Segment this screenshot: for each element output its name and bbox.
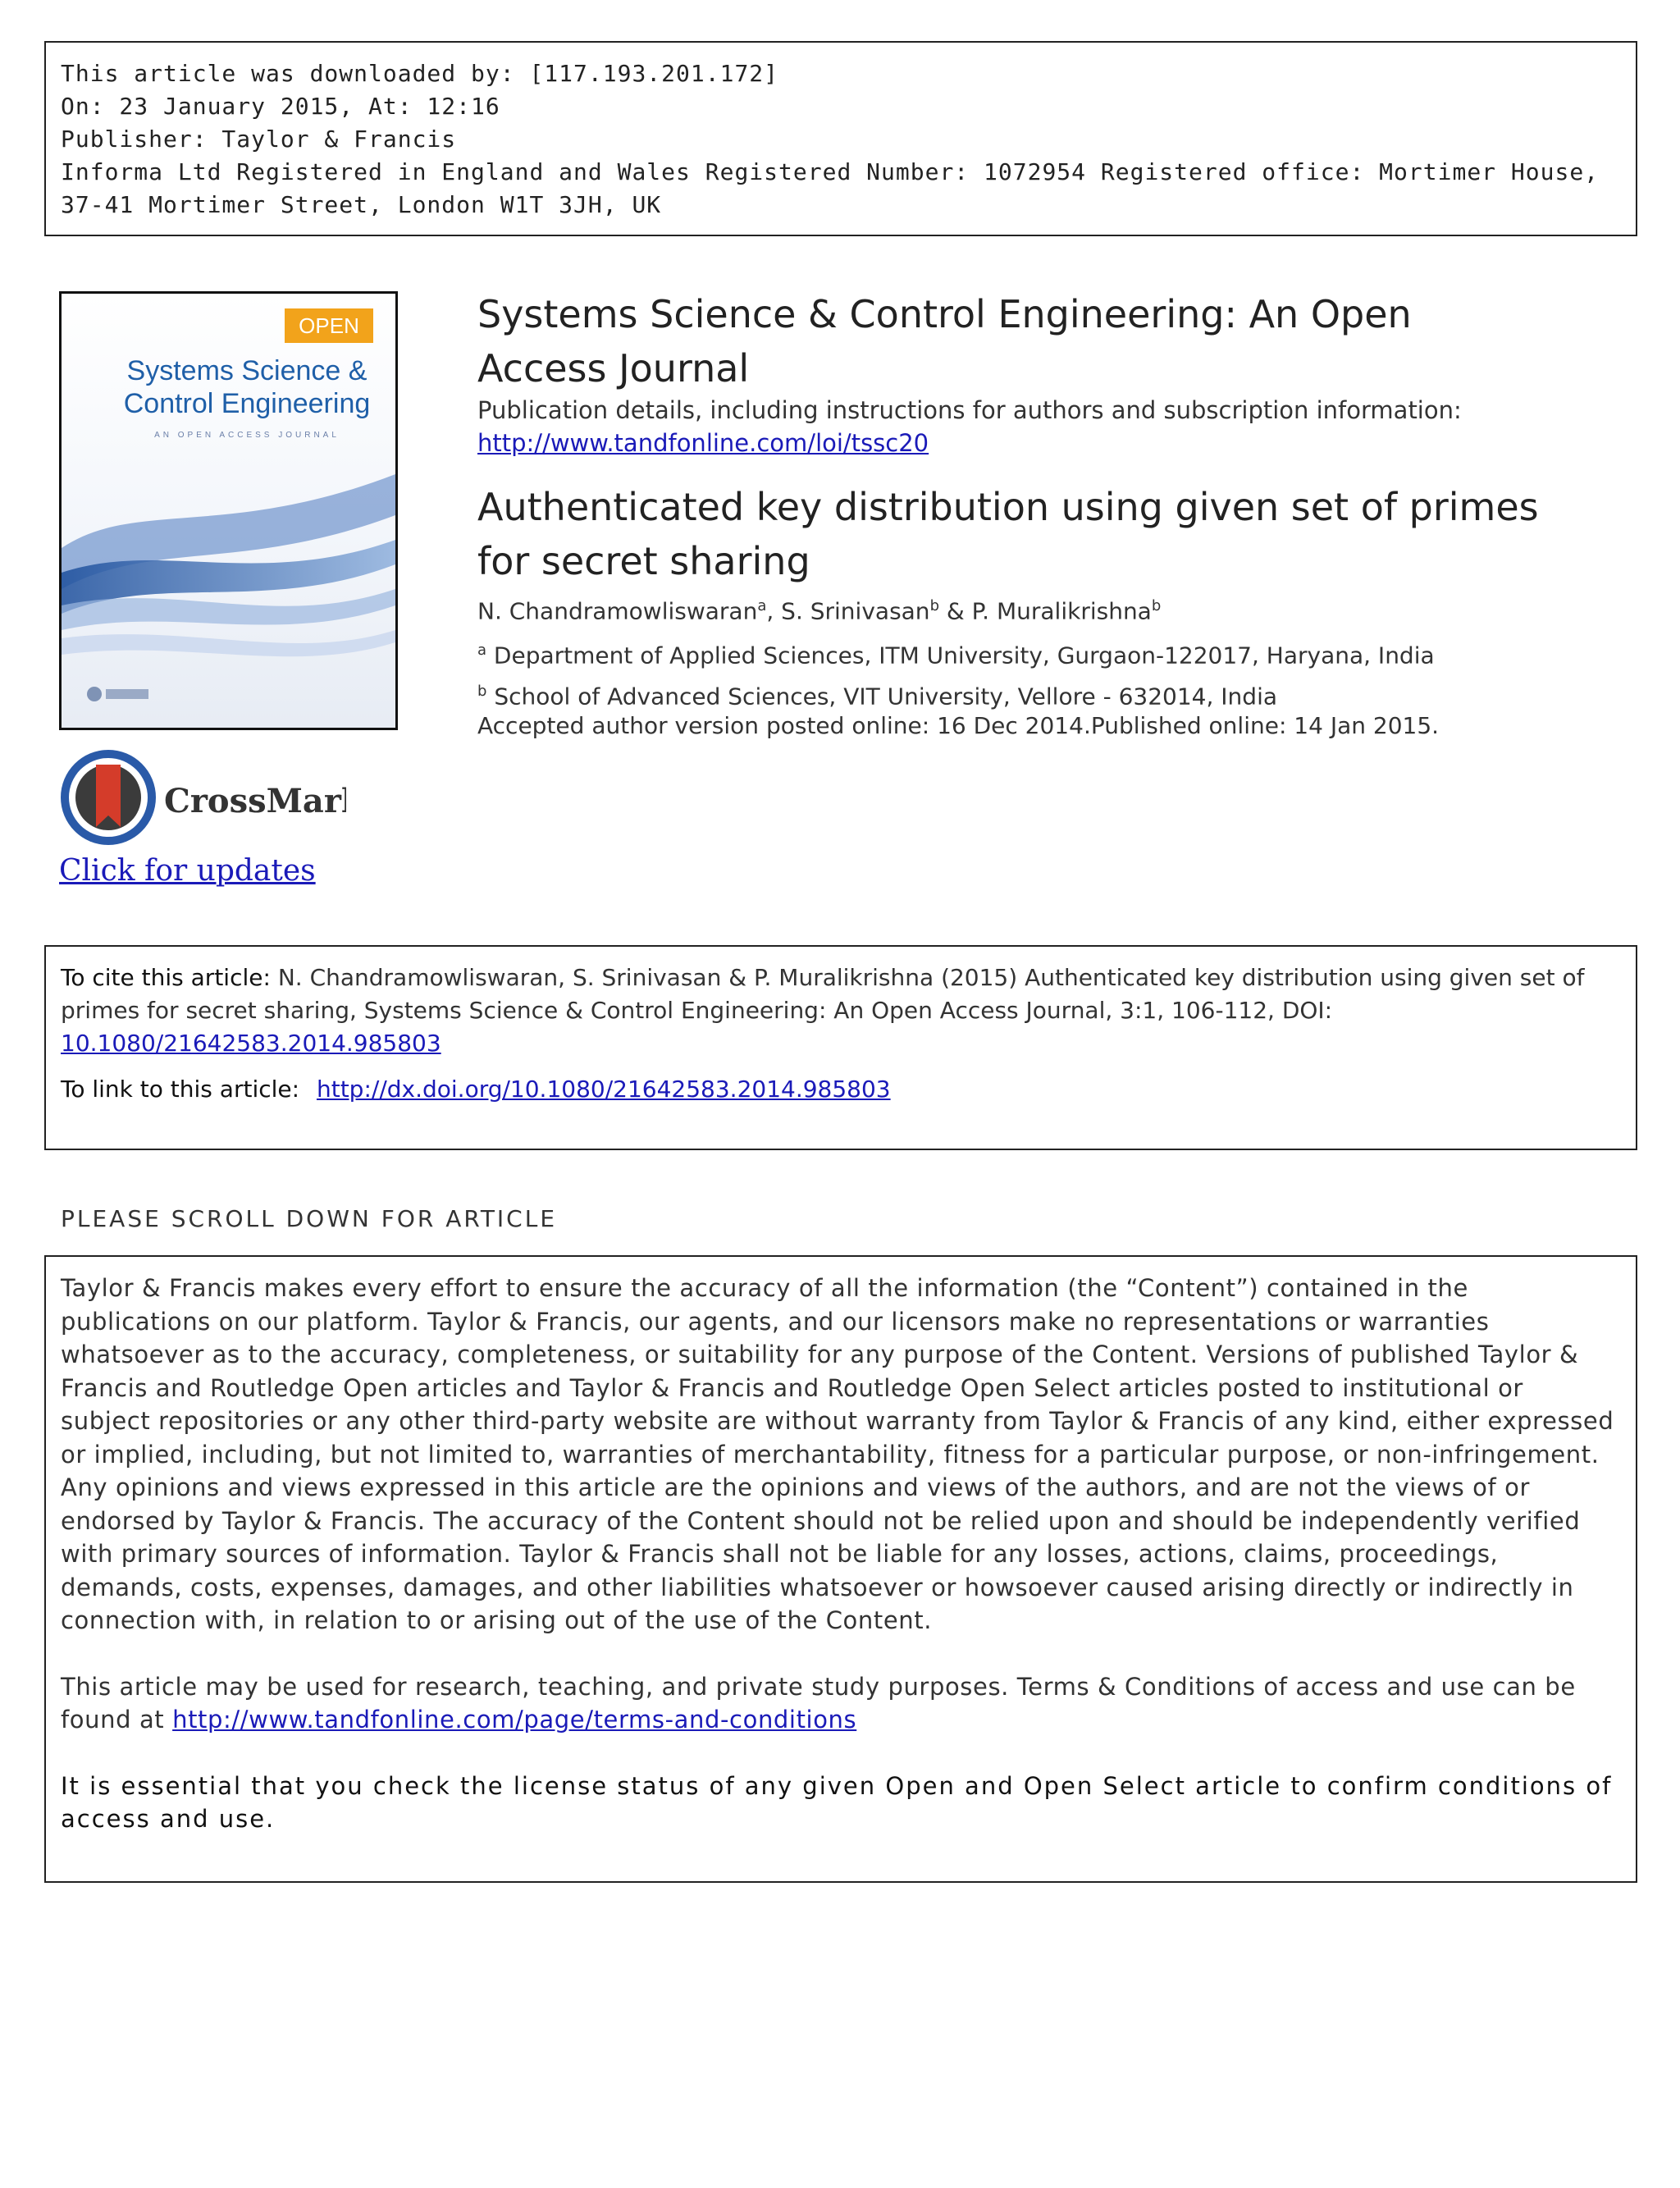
article-url-link[interactable]: http://dx.doi.org/10.1080/21642583.2014.985803 — [316, 1076, 891, 1103]
cover-artwork — [62, 294, 395, 728]
author-affil-mark: b — [929, 597, 939, 614]
affil-text: Department of Applied Sciences, ITM University, Gurgaon-122017, Haryana, India — [486, 642, 1435, 669]
journal-title: Systems Science & Control Engineering: An Open Access Journal — [477, 292, 1412, 391]
download-line: This article was downloaded by: [117.193.201.172] — [61, 60, 779, 87]
click-for-updates-link[interactable]: Click for updates — [59, 854, 316, 888]
author-name: P. Muralikrishna — [971, 597, 1152, 625]
affil-text: School of Advanced Sciences, VIT University, Vellore - 632014, India — [486, 683, 1278, 710]
download-line: On: 23 January 2015, At: 12:16 — [61, 93, 500, 120]
author-separator: , — [766, 597, 782, 625]
crossmark-logo[interactable] — [59, 747, 346, 849]
article-title: Authenticated key distribution using given set of primes for secret sharing — [477, 485, 1539, 583]
journal-link[interactable]: http://www.tandfonline.com/loi/tssc20 — [477, 429, 929, 457]
cover-subtitle: AN OPEN ACCESS JOURNAL — [154, 431, 340, 440]
scroll-down-notice: PLEASE SCROLL DOWN FOR ARTICLE — [61, 1205, 558, 1232]
citation-box — [44, 945, 1637, 1150]
publication-dates: Accepted author version posted online: 16 Dec 2014.Published online: 14 Jan 2015. — [477, 712, 1440, 739]
license-notice: It is essential that you check the license status of any given Open and Open Select article to confirm conditions of access and use. — [61, 1771, 1613, 1833]
cover-title-line2: Control Engineering — [123, 388, 371, 419]
terms-link[interactable]: http://www.tandfonline.com/page/terms-and-conditions — [172, 1706, 857, 1733]
download-info-box — [44, 41, 1637, 236]
terms-text: This article may be used for research, teaching, and private study purposes. Terms & Conditions of access and use can be found at — [61, 1672, 1576, 1733]
citation-text — [61, 962, 1621, 1027]
author-affil-mark: a — [757, 597, 767, 614]
affiliation-a — [477, 635, 1435, 671]
article-link-row — [61, 1073, 1621, 1106]
author-separator: & — [939, 597, 972, 625]
download-line: Informa Ltd Registered in England and Wales Registered Number: 1072954 Registered office: Mortimer House, — [61, 158, 1600, 185]
doi-row — [61, 1027, 1621, 1060]
download-line: Publisher: Taylor & Francis — [61, 126, 457, 153]
terms-paragraph — [61, 1670, 1621, 1737]
journal-cover-image — [59, 291, 398, 730]
disclaimer-paragraph: Taylor & Francis makes every effort to ensure the accuracy of all the information (the “Content”) contained in the publications on our platform. Taylor & Francis, our agents, and our licensors make no representations or warranties whatsoever as to the accuracy, completeness, or suitability for any purpose of the Content. Versions of published Taylor & Francis and Routledge Open articles and Taylor & Francis and Routledge Open Select articles posted to institutional or subject repositories or any other third-party website are without warranty from Taylor & Francis of any kind, either expressed or implied, including, but not limited to, warranties of merchantability, fitness for a particular purpose, or non-infringement. Any opinions and views expressed in this article are the opinions and views of the authors, and are not the views of or endorsed by Taylor & Francis. The accuracy of the Content should not be relied upon and should be independently verified with primary sources of information. Taylor & Francis shall not be liable for any losses, actions, claims, proceedings, demands, costs, expenses, damages, and other liabilities whatsoever or howsoever caused arising directly or indirectly in connection with, in relation to or arising out of the use of the Content. — [61, 1274, 1614, 1634]
cover-badge: OPEN — [299, 313, 359, 338]
author-list — [477, 591, 1161, 627]
crossmark-icon — [59, 747, 346, 849]
disclaimer-box — [44, 1255, 1637, 1883]
cite-body: N. Chandramowliswaran, S. Srinivasan & P. Muralikrishna (2015) Authenticated key distribution using given set of primes for secret sharing, Systems Science & Control Engineering: An Open Access Journal, 3:1, 106-112, DOI: — [61, 964, 1585, 1024]
link-label: To link to this article: — [61, 1076, 307, 1103]
cite-label: To cite this article: — [61, 964, 271, 991]
affil-mark: a — [477, 642, 487, 659]
doi-link[interactable]: 10.1080/21642583.2014.985803 — [61, 1030, 441, 1057]
cover-title-line1: Systems Science & — [126, 355, 368, 386]
download-line: 37-41 Mortimer Street, London W1T 3JH, UK — [61, 191, 662, 218]
crossmark-label: CrossMark — [164, 782, 346, 820]
publication-details: Publication details, including instructions for authors and subscription information: — [477, 396, 1462, 424]
author-affil-mark: b — [1151, 597, 1162, 614]
affiliation-b — [477, 676, 1277, 712]
author-name: N. Chandramowliswaran — [477, 597, 758, 625]
author-name: S. Srinivasan — [781, 597, 930, 625]
affil-mark: b — [477, 683, 487, 700]
